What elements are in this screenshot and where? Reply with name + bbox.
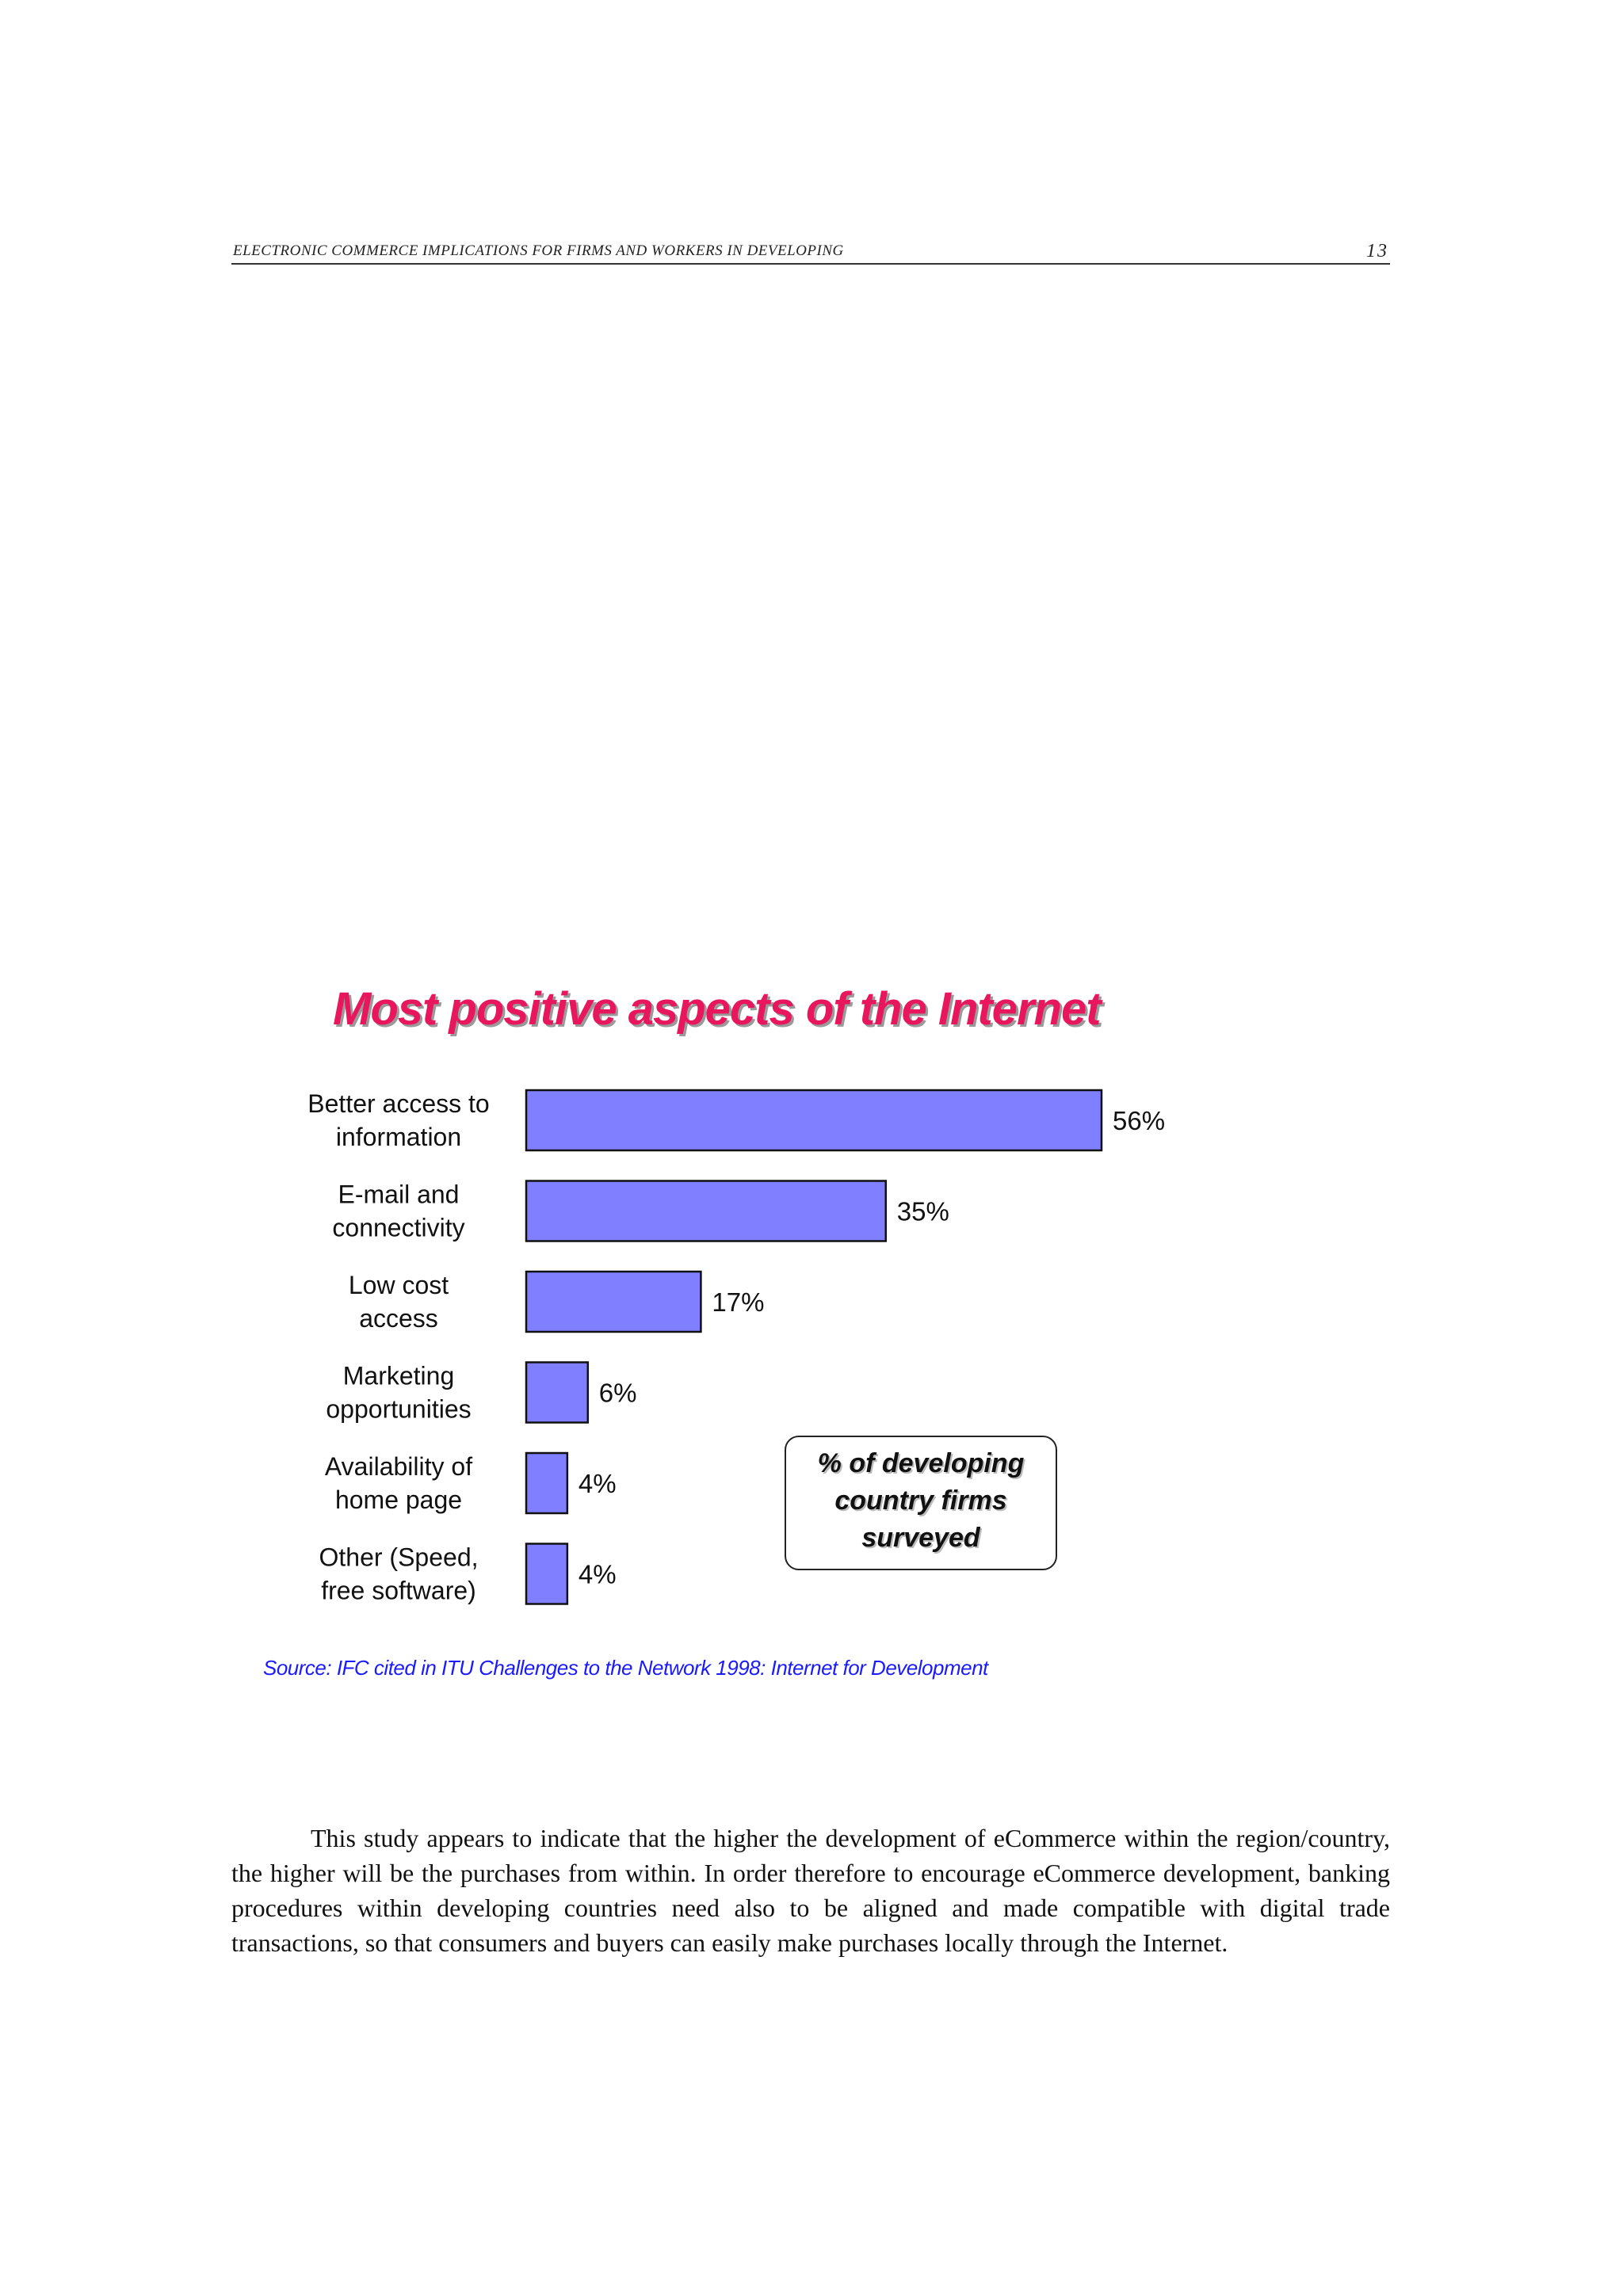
category-label: E-mail and bbox=[338, 1180, 460, 1209]
value-label: 17% bbox=[712, 1287, 765, 1317]
bar bbox=[526, 1090, 1102, 1150]
legend-line: % of developing bbox=[817, 1448, 1025, 1478]
category-label: connectivity bbox=[332, 1213, 465, 1242]
category-label: access bbox=[359, 1304, 438, 1333]
category-label: opportunities bbox=[326, 1394, 472, 1424]
legend-line: surveyed bbox=[861, 1523, 980, 1553]
bar bbox=[526, 1181, 886, 1241]
chart-title: Most positive aspects of the Internet bbox=[333, 983, 1101, 1035]
category-label: Availability of bbox=[324, 1452, 473, 1481]
category-label: free software) bbox=[321, 1576, 476, 1605]
page-number: 13 bbox=[1366, 241, 1388, 261]
category-label: Other (Speed, bbox=[319, 1543, 479, 1572]
value-label: 4% bbox=[578, 1559, 617, 1589]
body-paragraph: This study appears to indicate that the higher the development of eCommerce within the region/country, the higher will be the purchases from within. In order therefore to encourage eCommerce development, banking procedures within developing countries need also to be aligned and made compatible with digital trade transactions, so that consumers and buyers can easily make purchases locally through the Internet. bbox=[231, 1824, 1390, 1957]
category-label: Low cost bbox=[348, 1271, 449, 1299]
bar bbox=[526, 1272, 701, 1332]
chart-figure bbox=[238, 951, 1308, 1711]
category-label: home page bbox=[334, 1486, 463, 1514]
value-label: 6% bbox=[598, 1378, 637, 1408]
category-label: Better access to bbox=[307, 1089, 490, 1118]
running-header bbox=[231, 239, 1390, 265]
bar-chart bbox=[238, 951, 1308, 1648]
value-label: 35% bbox=[896, 1196, 949, 1226]
value-label: 56% bbox=[1113, 1106, 1166, 1135]
legend-line: country firms bbox=[834, 1486, 1007, 1516]
running-title: ELECTRONIC COMMERCE IMPLICATIONS FOR FIRMS AND WORKERS IN DEVELOPING bbox=[233, 242, 844, 259]
legend-box bbox=[785, 1436, 1057, 1570]
bar bbox=[526, 1453, 567, 1513]
value-label: 4% bbox=[578, 1469, 617, 1498]
source-note: Source: IFC cited in ITU Challenges to the Network 1998: Internet for Development bbox=[263, 1656, 988, 1680]
category-label: Marketing bbox=[342, 1361, 455, 1390]
bar bbox=[526, 1544, 567, 1604]
bar bbox=[526, 1363, 588, 1423]
category-label: information bbox=[335, 1123, 462, 1151]
